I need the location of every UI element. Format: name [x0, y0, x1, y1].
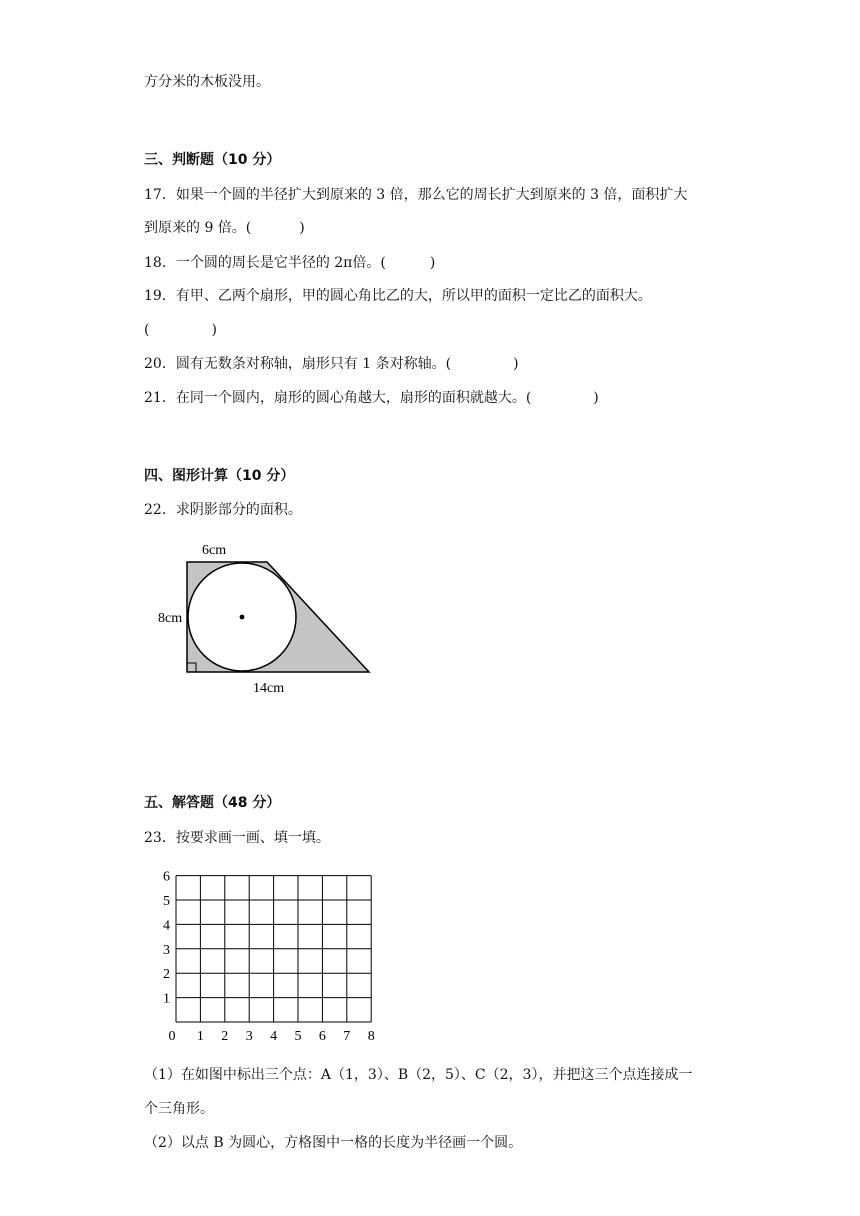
left-side-label: 8cm	[158, 611, 183, 626]
question-17-text: 到原来的 9 倍。(	[144, 220, 252, 236]
question-20	[144, 354, 519, 374]
x-axis-tick-label: 0	[168, 1029, 176, 1043]
section-heading-judgement: 三、判断题（10 分）	[144, 152, 281, 168]
x-axis-tick-label: 4	[270, 1029, 278, 1043]
close-paren: )	[593, 390, 599, 406]
y-axis-tick-label: 6	[163, 869, 170, 885]
close-paren: )	[211, 322, 217, 338]
top-side-label: 6cm	[202, 543, 227, 558]
x-axis-tick-label: 6	[318, 1029, 326, 1043]
question-21-text: 21．在同一个圆内，扇形的圆心角越大，扇形的面积就越大。(	[144, 390, 532, 406]
question-19-line-2	[144, 320, 217, 340]
x-axis-tick-label: 1	[196, 1029, 204, 1043]
shaded-area-figure	[150, 532, 390, 702]
circle-center-dot	[240, 615, 245, 620]
close-paren: )	[299, 220, 305, 236]
y-axis-tick-label: 2	[163, 967, 170, 983]
sub-question-1-line-2: 个三角形。	[144, 1101, 214, 1117]
section-heading-solutions: 五、解答题（48 分）	[144, 795, 281, 811]
y-axis-tick-label: 1	[163, 991, 170, 1007]
question-17-line-2	[144, 218, 305, 238]
y-axis-tick-label: 3	[163, 942, 170, 958]
question-19-line-1: 19．有甲、乙两个扇形，甲的圆心角比乙的大，所以甲的面积一定比乙的面积大。	[144, 288, 652, 304]
question-19-text: (	[144, 322, 150, 338]
question-17-line-1: 17．如果一个圆的半径扩大到原来的 3 倍，那么它的周长扩大到原来的 3 倍，面积扩大	[144, 187, 688, 203]
x-axis-tick-label: 8	[367, 1029, 375, 1043]
sub-question-2: （2）以点 B 为圆心，方格图中一格的长度为半径画一个圆。	[144, 1135, 523, 1151]
question-21	[144, 388, 599, 408]
coordinate-grid	[150, 858, 390, 1043]
x-axis-tick-label: 3	[245, 1029, 253, 1043]
y-axis-tick-label: 5	[163, 894, 170, 909]
x-axis-tick-label: 2	[221, 1029, 229, 1043]
continuation-text: 方分米的木板没用。	[144, 74, 270, 90]
sub-question-1-line-1: （1）在如图中标出三个点：A（1，3）、B（2，5）、C（2，3），并把这三个点连接成一	[144, 1067, 693, 1083]
x-axis-tick-label: 5	[294, 1029, 302, 1043]
question-18	[144, 253, 435, 273]
question-20-text: 20．圆有无数条对称轴，扇形只有 1 条对称轴。(	[144, 356, 452, 372]
close-paren: )	[429, 255, 436, 271]
close-paren: )	[513, 356, 519, 372]
question-22: 22．求阴影部分的面积。	[144, 502, 302, 518]
question-18-text: 18．一个圆的周长是它半径的 2π倍。(	[144, 255, 386, 271]
section-heading-figure-calc: 四、图形计算（10 分）	[144, 468, 295, 484]
y-axis-tick-label: 4	[163, 918, 170, 934]
bottom-side-label: 14cm	[253, 681, 285, 696]
x-axis-tick-label: 7	[343, 1029, 351, 1043]
question-23: 23．按要求画一画、填一填。	[144, 830, 330, 846]
